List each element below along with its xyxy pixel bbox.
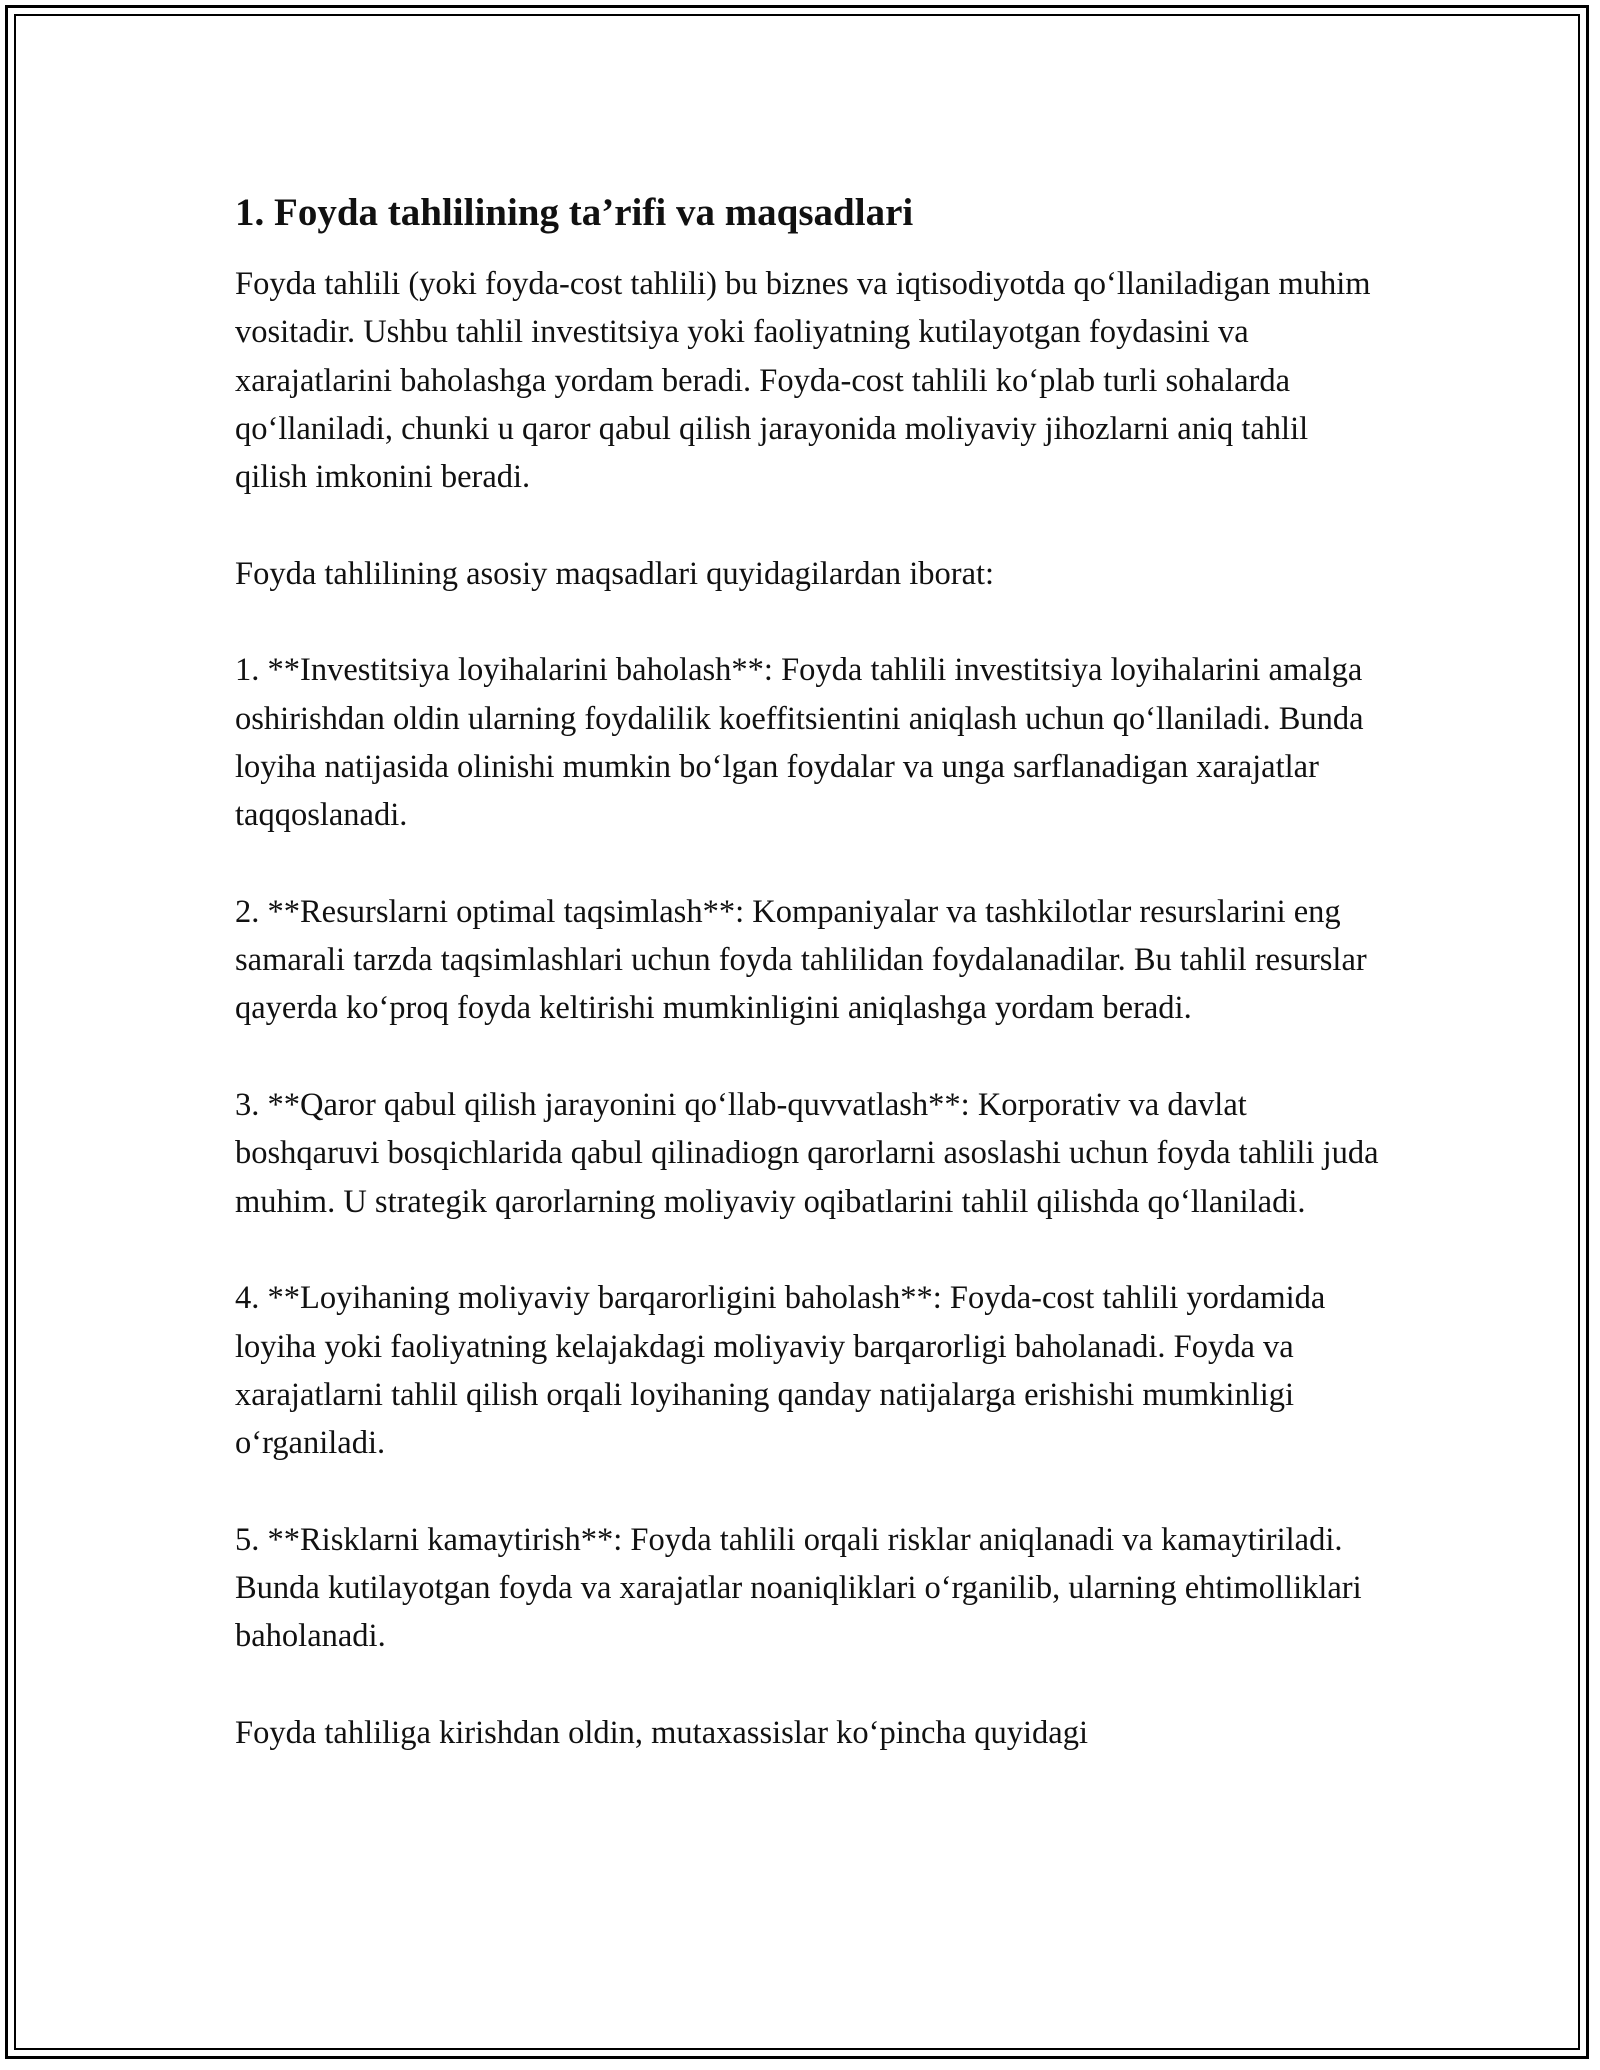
paragraph-goal-3: 3. **Qaror qabul qilish jarayonini qo‘llab-quvvatlash**: Korporativ va davlat boshqaruvi bosqichlarida qabul qilinadiogn qarorlarni asoslashi uchun foyda tahlili juda muhim. U strategik qarorlarning moliyaviy oqibatlarini tahlil qilishda qo‘llaniladi.: [235, 1087, 1379, 1220]
section-heading: 1. Foyda tahlilining ta’rifi va maqsadlari: [235, 191, 914, 234]
paragraph-closing: Foyda tahliliga kirishdan oldin, mutaxassislar ko‘pincha quyidagi: [235, 1714, 1088, 1751]
paragraph-intro: Foyda tahlili (yoki foyda-cost tahlili) bu biznes va iqtisodiyotda qo‘llaniladigan muhim vositadir. Ushbu tahlil investitsiya yoki faoliyatning kutilayotgan foydasini va xarajatlarini baholashga yordam beradi. Foyda-cost tahlili ko‘plab turli sohalarda qo‘llaniladi, chunki u qaror qabul qilish jarayonida moliyaviy jihozlarni aniq tahlil qilish imkonini beradi.: [235, 266, 1371, 496]
paragraph-goal-1: 1. **Investitsiya loyihalarini baholash**: Foyda tahlili investitsiya loyihalarini amalga oshirishdan oldin ularning foydalilik koeffitsientini aniqlash uchun qo‘llaniladi. Bunda loyiha natijasida olinishi mumkin bo‘lgan foydalar va unga sarflanadigan xarajatlar taqqoslanadi.: [235, 652, 1364, 834]
paragraph-goal-5: 5. **Risklarni kamaytirish**: Foyda tahlili orqali risklar aniqlanadi va kamaytiriladi. Bunda kutilayotgan foyda va xarajatlar noaniqliklari o‘rganilib, ularning ehtimolliklari baholanadi.: [235, 1521, 1362, 1655]
document-body: [235, 188, 1385, 1757]
paragraph-goals-lead: Foyda tahlilining asosiy maqsadlari quyidagilardan iborat:: [235, 555, 995, 592]
paragraph-goal-4: 4. **Loyihaning moliyaviy barqarorligini baholash**: Foyda-cost tahlili yordamida loyiha yoki faoliyatning kelajakdagi moliyaviy barqarorligi baholanadi. Foyda va xarajatlarni tahlil qilish orqali loyihaning qanday natijalarga erishishi mumkinligi o‘rganiladi.: [235, 1280, 1326, 1462]
paragraph-goal-2: 2. **Resurslarni optimal taqsimlash**: Kompaniyalar va tashkilotlar resurslarini eng samarali tarzda taqsimlashlari uchun foyda tahlilidan foydalanadilar. Bu tahlil resurslar qayerda ko‘proq foyda keltirishi mumkinligini aniqlashga yordam beradi.: [235, 893, 1367, 1027]
